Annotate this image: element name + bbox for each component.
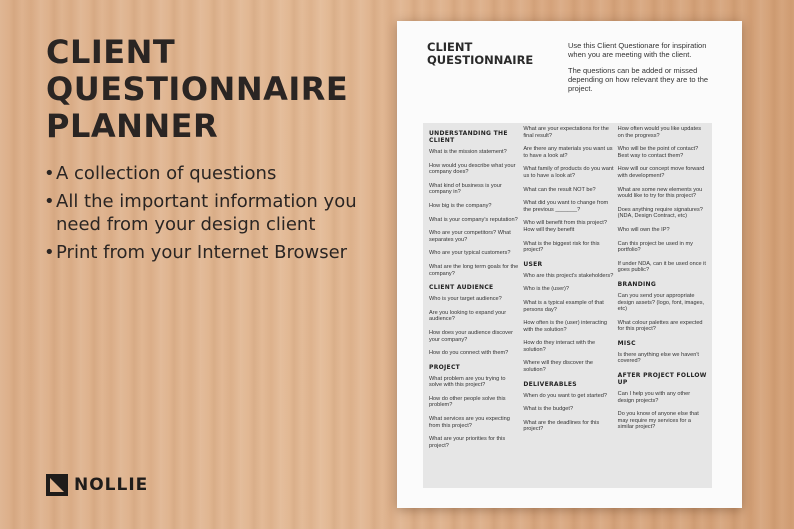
question-item: Who are your competitors? What separates you? (429, 230, 511, 243)
question-item: What colour palettes are expected for this project? (617, 319, 703, 333)
question-item: Can this project be used in my portfolio? (617, 240, 693, 254)
question-item: Who are your typical customers? (429, 250, 511, 257)
sheet-intro (568, 41, 718, 100)
question-item: How do other people solve this problem? (429, 395, 506, 409)
question-item: Who is the (user)? (523, 286, 570, 293)
question-item: What are your priorities for this project? (429, 436, 506, 449)
question-item: Can I help you with any other design projects? (617, 391, 691, 404)
question-item: What family of products do you want us to have a look at? (523, 166, 614, 179)
question-item: Who will benefit from this project? How will they benefit (523, 220, 607, 233)
bullet-icon: • (44, 242, 55, 263)
question-item: If under NDA, can it be used once it goes public? (617, 260, 706, 274)
headline (46, 34, 386, 145)
question-item: What are your expectations for the final result? (523, 126, 609, 139)
question-item: What services are you expecting from this project? (429, 416, 510, 429)
feature-item (44, 190, 384, 236)
question-item: Is there anything else we haven't covered? (617, 351, 699, 365)
question-item: What problem are you trying to solve with this project? (429, 375, 506, 389)
brand-logo (46, 474, 148, 496)
feature-text: Print from your Internet Browser (56, 242, 348, 263)
question-item: What can the result NOT be? (523, 186, 596, 193)
question-item: What is the budget? (523, 406, 574, 413)
nollie-logo-icon (46, 474, 68, 496)
question-column (523, 126, 613, 488)
question-item: Who is your target audience? (429, 296, 502, 303)
question-item: What is the biggest risk for this project? (523, 240, 600, 254)
question-item: What did you want to change from the previous _______? (523, 200, 609, 213)
question-item: Who are this project's stakeholders? (523, 272, 614, 279)
question-item: How often is the (user) interacting with the solution? (523, 320, 607, 333)
feature-item (44, 162, 384, 185)
intro-paragraph: Use this Client Questionare for inspiration when you are meeting with the client. (568, 41, 707, 59)
question-item: How big is the company? (429, 202, 492, 209)
question-item: How often would you like updates on the progress? (617, 126, 701, 139)
question-item: How does your audience discover your company? (429, 329, 513, 343)
section-heading: AFTER PROJECT FOLLOW UP (617, 372, 707, 387)
headline-line: CLIENT (46, 33, 176, 71)
section-heading: CLIENT AUDIENCE (429, 284, 494, 292)
feature-item (44, 241, 384, 264)
question-column (618, 126, 708, 488)
question-item: Are there any materials you want us to have a look at? (523, 146, 613, 159)
brand-name: NOLLIE (74, 475, 149, 495)
bullet-icon: • (44, 191, 55, 212)
question-item: Do you know of anyone else that may require my services for a similar project? (617, 411, 699, 431)
intro-paragraph: The questions can be added or missed depending on how relevant they are to the project. (568, 66, 709, 93)
questionnaire-sheet (397, 21, 742, 508)
section-heading: BRANDING (617, 280, 657, 288)
feature-list (44, 162, 384, 269)
question-item: What kind of business is your company in? (429, 182, 502, 196)
question-item: What are the long term goals for the company? (429, 263, 519, 277)
question-item: How do they interact with the solution? (523, 340, 596, 353)
question-item: Does anything require signatures? (NDA, Design Contract, etc) (617, 206, 703, 220)
section-heading: UNDERSTANDING THE CLIENT (429, 130, 508, 144)
headline-line: QUESTIONNAIRE (46, 70, 349, 108)
question-item: How would you describe what your company does? (429, 162, 516, 176)
question-item: What is a typical example of that persons day? (523, 299, 604, 313)
feature-text: All the important information you need from your design client (56, 191, 357, 235)
question-item: Who will own the IP? (617, 226, 670, 233)
question-grid (423, 123, 712, 488)
sheet-title-line: QUESTIONNAIRE (427, 53, 534, 67)
feature-text: A collection of questions (56, 163, 277, 184)
bullet-icon: • (44, 163, 55, 184)
sheet-title (427, 41, 557, 67)
section-heading: DELIVERABLES (523, 380, 577, 388)
question-item: Who will be the point of contact? Best way to contact them? (617, 146, 699, 159)
question-item: What are the deadlines for this project? (523, 419, 600, 433)
sheet-title-line: CLIENT (427, 40, 473, 54)
question-item: When do you want to get started? (523, 392, 607, 399)
question-column (429, 126, 519, 488)
section-heading: MISC (617, 339, 636, 347)
question-item: Where will they discover the solution? (523, 360, 593, 374)
question-item: Are you looking to expand your audience? (429, 309, 507, 323)
headline-line: PLANNER (46, 107, 219, 145)
section-heading: USER (523, 260, 543, 268)
question-item: What is the mission statement? (429, 149, 507, 155)
question-item: What are some new elements you would like to try for this project? (617, 186, 703, 200)
question-item: How will our concept move forward with development? (617, 166, 705, 179)
section-heading: PROJECT (429, 363, 461, 371)
question-item: How do you connect with them? (429, 350, 509, 357)
question-item: What is your company's reputation? (429, 216, 518, 223)
question-item: Can you send your appropriate design assets? (logo, font, images, etc) (617, 292, 705, 313)
